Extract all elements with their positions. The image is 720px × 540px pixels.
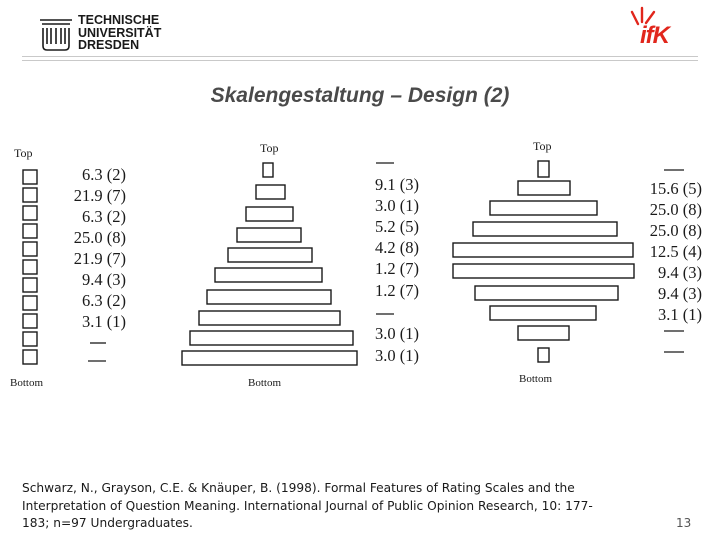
scale3-step — [538, 161, 549, 177]
scale1-value: 9.4 (3) — [82, 270, 126, 289]
scale1-value: 6.3 (2) — [82, 165, 126, 184]
scale2-top-label: Top — [260, 141, 279, 155]
scale3-value: 3.1 (1) — [658, 305, 702, 324]
citation-line: 183; n=97 Undergraduates. — [22, 516, 193, 530]
scale1-box — [23, 224, 37, 238]
scale1-box — [23, 314, 37, 328]
scale3-step — [490, 201, 597, 215]
scale3-step — [453, 264, 634, 278]
scale-design-figure — [0, 130, 720, 395]
tu-dresden-wordmark: TECHNISCHE UNIVERSITÄT DRESDEN — [78, 13, 162, 52]
scale2-step — [256, 185, 285, 199]
scale1-box — [23, 242, 37, 256]
scale1-value: 21.9 (7) — [73, 186, 126, 205]
scale1-value: 21.9 (7) — [73, 249, 126, 268]
scale1-box — [23, 278, 37, 292]
scale2-value: 1.2 (7) — [375, 281, 419, 300]
scale2-value: 1.2 (7) — [375, 259, 419, 278]
tu-dresden-emblem-icon — [38, 16, 74, 52]
scale2-value: 3.0 (1) — [375, 324, 419, 343]
scale1-top-label: Top — [14, 146, 33, 160]
scale1-box — [23, 260, 37, 274]
ifk-wordmark: ifK — [640, 22, 669, 49]
header-divider-top — [22, 56, 698, 57]
scale1-box — [23, 170, 37, 184]
scale1-box — [23, 296, 37, 310]
scale1-box — [23, 332, 37, 346]
scale3-value: 25.0 (8) — [649, 200, 702, 219]
scale1-box — [23, 206, 37, 220]
scale2-value: 3.0 (1) — [375, 196, 419, 215]
scale2-step — [237, 228, 301, 242]
scale3-step — [475, 286, 618, 300]
scale1-box — [23, 188, 37, 202]
scale2-step — [228, 248, 312, 262]
scale2-step — [199, 311, 340, 325]
citation-line: Schwarz, N., Grayson, C.E. & Knäuper, B. (1998). Formal Features of Rating Scales and the — [22, 481, 575, 495]
scale3-value: 12.5 (4) — [649, 242, 702, 261]
scale1-value: 6.3 (2) — [82, 291, 126, 310]
scale3-value: 9.4 (3) — [658, 284, 702, 303]
citation-line: Interpretation of Question Meaning. International Journal of Public Opinion Research, 10: 177- — [22, 498, 593, 513]
scale3-diamond — [453, 161, 634, 362]
scale3-step — [538, 348, 549, 362]
scale1-box — [23, 350, 37, 364]
scale2-step — [190, 331, 353, 345]
scale1-bottom-label: Bottom — [10, 377, 44, 389]
scale2-step — [182, 351, 357, 365]
header-divider-bottom — [22, 60, 698, 61]
scale3-step — [490, 306, 596, 320]
scale2-value: 3.0 (1) — [375, 346, 419, 365]
scale2-step — [263, 163, 273, 177]
scale3-bottom-label: Bottom — [519, 373, 553, 385]
scale3-step — [473, 222, 617, 236]
scale2-pyramid — [182, 163, 357, 365]
scale1-value: 25.0 (8) — [73, 228, 126, 247]
scale3-step — [453, 243, 633, 257]
scale2-value: 4.2 (8) — [375, 238, 419, 257]
scale1-boxes — [23, 170, 37, 364]
scale3-top-label: Top — [533, 139, 552, 153]
scale2-step — [215, 268, 322, 282]
scale3-value: 25.0 (8) — [649, 221, 702, 240]
scale3-value: 9.4 (3) — [658, 263, 702, 282]
page-number: 13 — [676, 516, 692, 530]
scale2-value: 9.1 (3) — [375, 175, 419, 194]
slide-title: Skalengestaltung – Design (2) — [210, 84, 510, 107]
scale2-value: 5.2 (5) — [375, 217, 419, 236]
ifk-logo — [628, 6, 698, 48]
scale2-step — [246, 207, 293, 221]
scale2-step — [207, 290, 331, 304]
scale3-step — [518, 326, 569, 340]
scale1-value: 3.1 (1) — [82, 312, 126, 331]
scale3-value: 15.6 (5) — [649, 179, 702, 198]
citation — [22, 480, 692, 533]
scale2-bottom-label: Bottom — [248, 377, 282, 389]
scale3-step — [518, 181, 570, 195]
tu-dresden-logo — [38, 14, 163, 54]
scale1-value: 6.3 (2) — [82, 207, 126, 226]
